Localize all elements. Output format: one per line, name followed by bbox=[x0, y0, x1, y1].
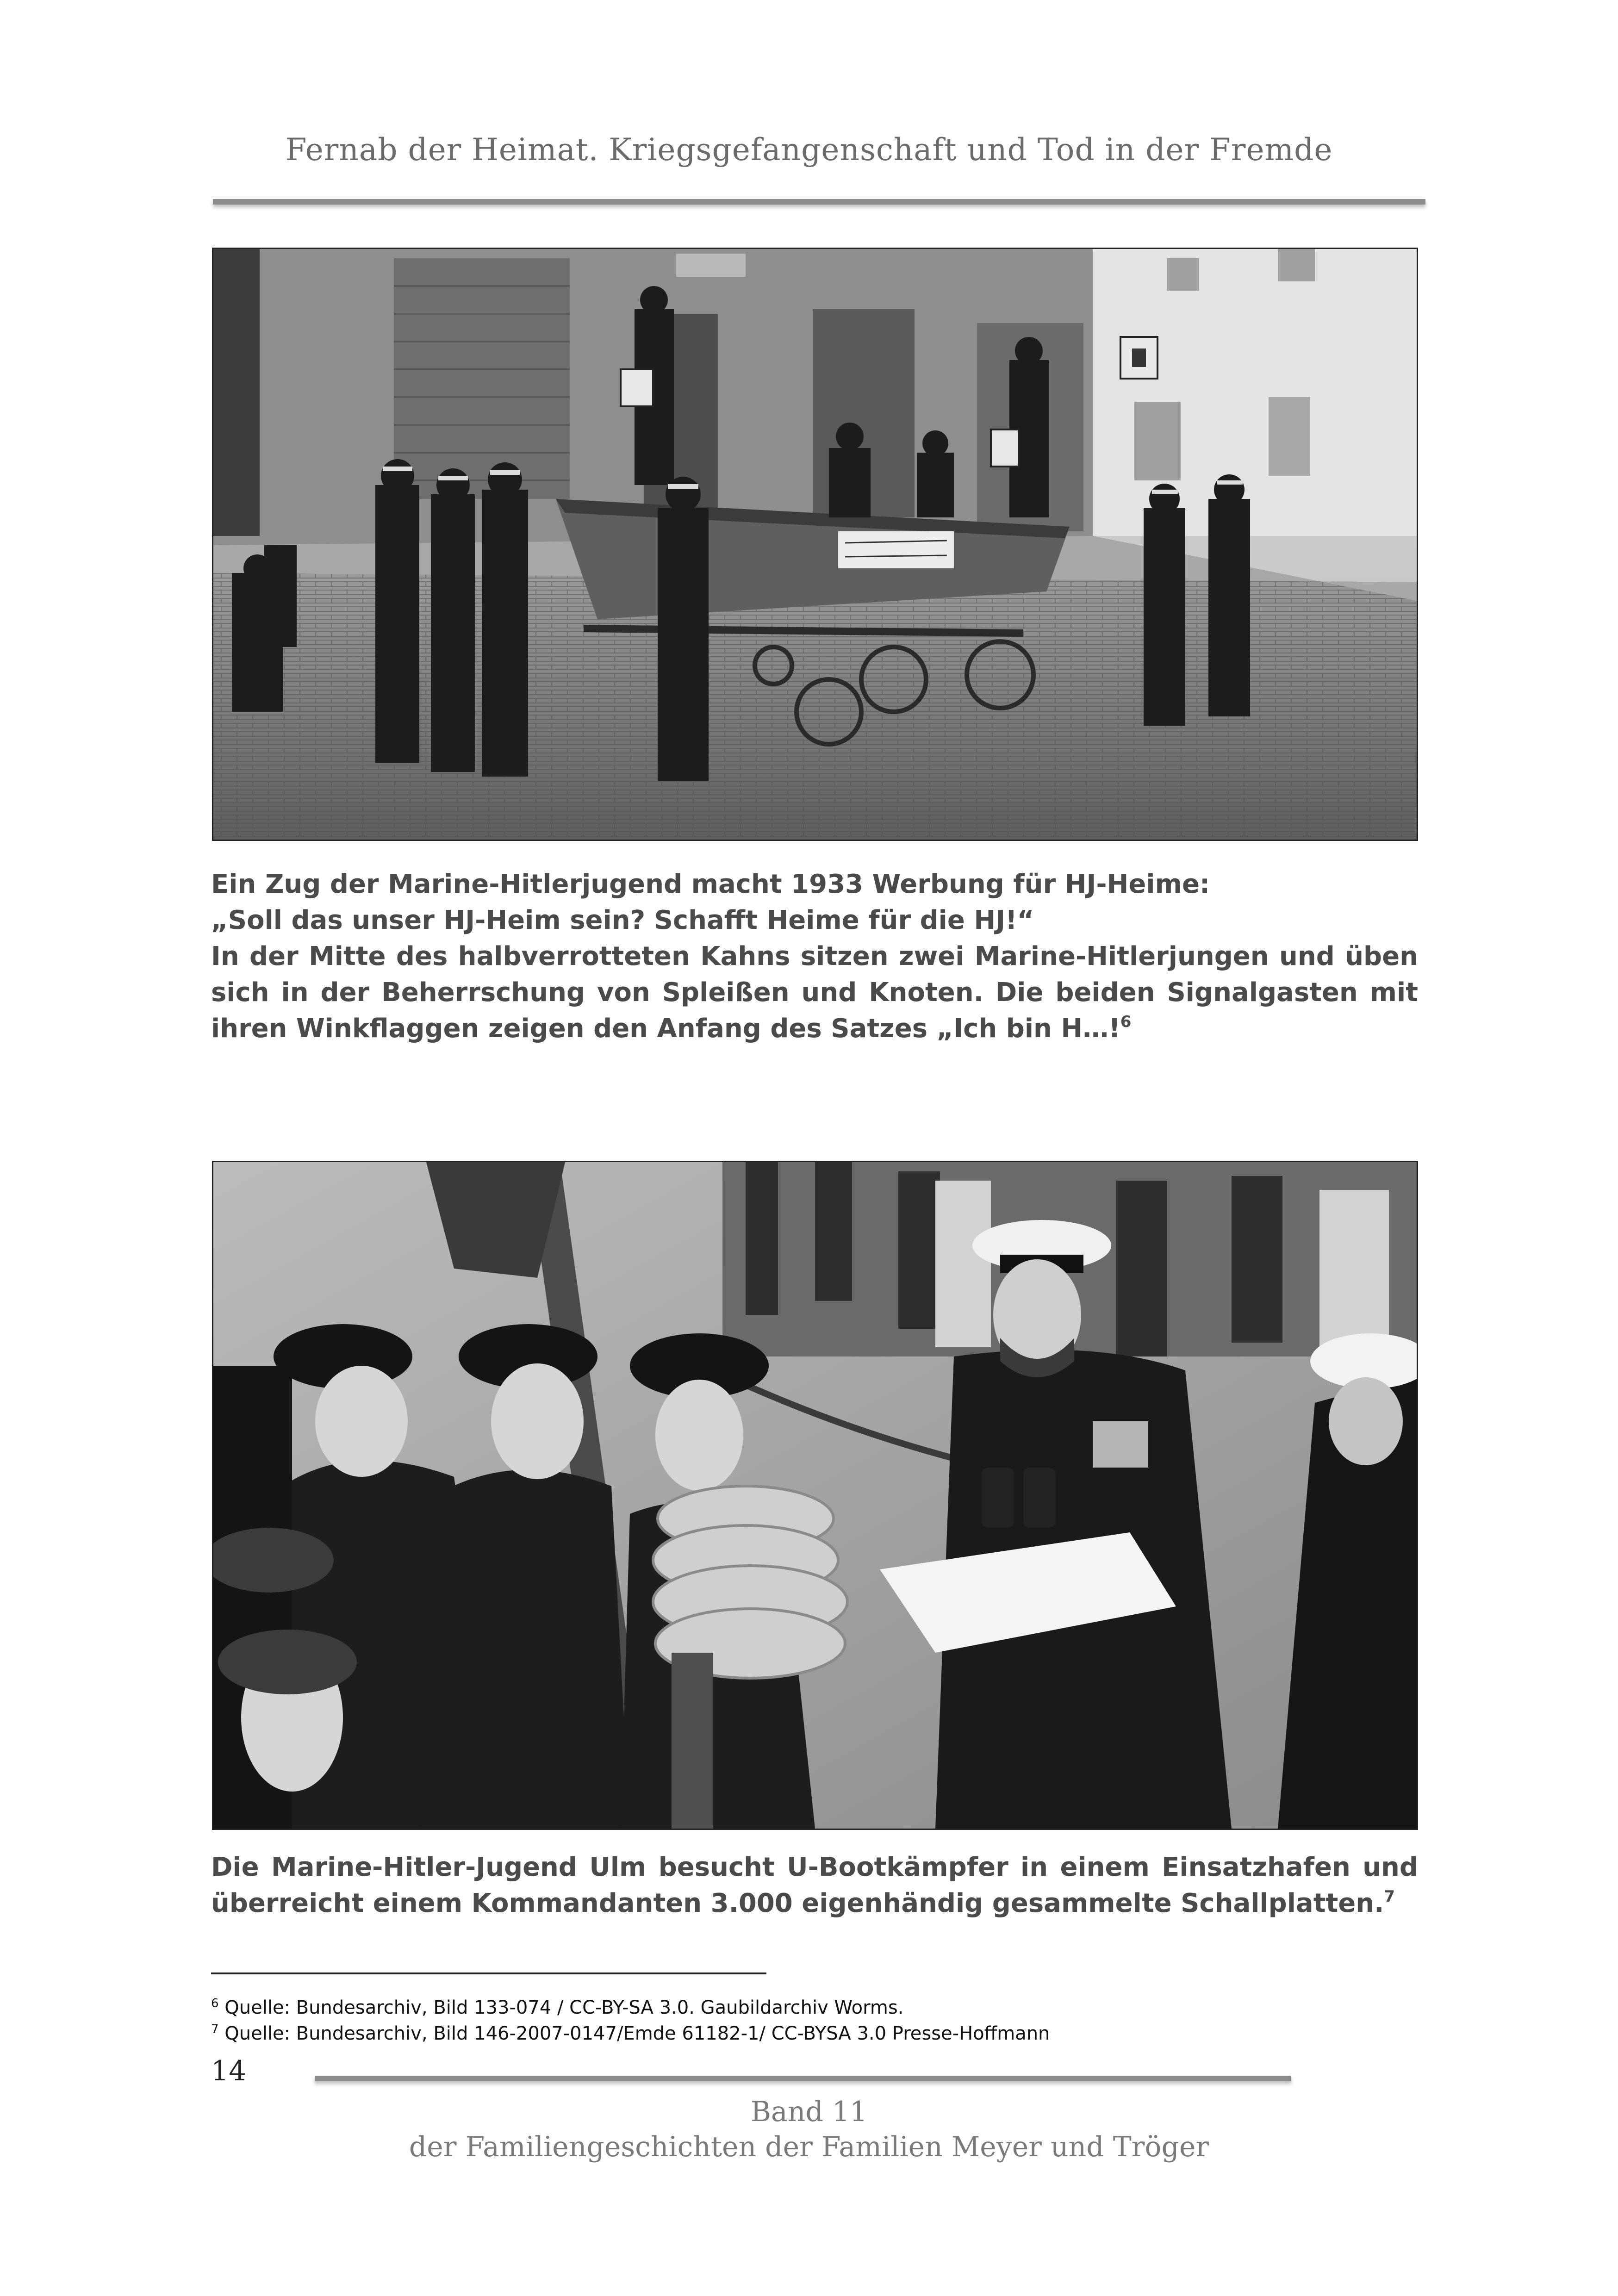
footnote-7 bbox=[211, 2021, 1414, 2047]
footnote-6-number: 6 bbox=[211, 1997, 219, 2010]
footnote-7-text: Quelle: Bundesarchiv, Bild 146-2007-0147/Emde 61182-1/ CC-BYSA 3.0 Presse-Hoffmann bbox=[224, 2023, 1050, 2044]
footer-series-title: der Familiengeschichten der Familien Meyer und Tröger bbox=[409, 2131, 1209, 2163]
footnote-separator bbox=[211, 1972, 766, 1974]
caption-2-body bbox=[211, 1849, 1418, 1922]
running-header-title: Fernab der Heimat. Kriegsgefangenschaft und Tod in der Fremde bbox=[285, 132, 1333, 168]
photo-marine-hj-boat bbox=[212, 248, 1418, 841]
footer-volume: Band 11 bbox=[750, 2096, 868, 2128]
footnotes bbox=[211, 1995, 1414, 2047]
caption-1-line-1: Ein Zug der Marine-Hitlerjugend macht 1933 Werbung für HJ-Heime: bbox=[211, 869, 1210, 899]
caption-figure-1 bbox=[211, 866, 1418, 1047]
caption-1-body bbox=[211, 939, 1418, 1047]
header-rule bbox=[213, 199, 1425, 205]
footnote-6 bbox=[211, 1995, 1414, 2021]
caption-2-body-text: Die Marine-Hitler-Jugend Ulm besucht U-Bootkämpfer in einem Einsatzhafen und überreicht einem Kommandanten 3.000 eigenhändig gesammelte Schallplatten. bbox=[211, 1852, 1418, 1918]
caption-1-body-text: In der Mitte des halbverrotteten Kahns sitzen zwei Marine-Hitlerjungen und üben sich in der Beherrschung von Spleißen und Knoten. Die beiden Signalgasten mit ihren Winkflaggen zeigen den Anfang des Satzes „Ich bin H…! bbox=[211, 941, 1418, 1044]
footer-rule bbox=[315, 2076, 1291, 2081]
footnote-7-number: 7 bbox=[211, 2022, 219, 2036]
caption-figure-2 bbox=[211, 1849, 1418, 1922]
footnote-ref-6[interactable]: 6 bbox=[1120, 1013, 1132, 1031]
caption-1-line-2: „Soll das unser HJ-Heim sein? Schafft Heime für die HJ!“ bbox=[211, 905, 1034, 935]
photo-u-boat-records bbox=[212, 1161, 1418, 1830]
footnote-ref-7[interactable]: 7 bbox=[1384, 1887, 1395, 1906]
photo-marine-hj-boat-image bbox=[213, 249, 1417, 840]
photo-u-boat-records-image bbox=[213, 1162, 1417, 1829]
footnote-6-text: Quelle: Bundesarchiv, Bild 133-074 / CC-BY-SA 3.0. Gaubildarchiv Worms. bbox=[224, 1997, 904, 2018]
page-number: 14 bbox=[211, 2055, 247, 2087]
